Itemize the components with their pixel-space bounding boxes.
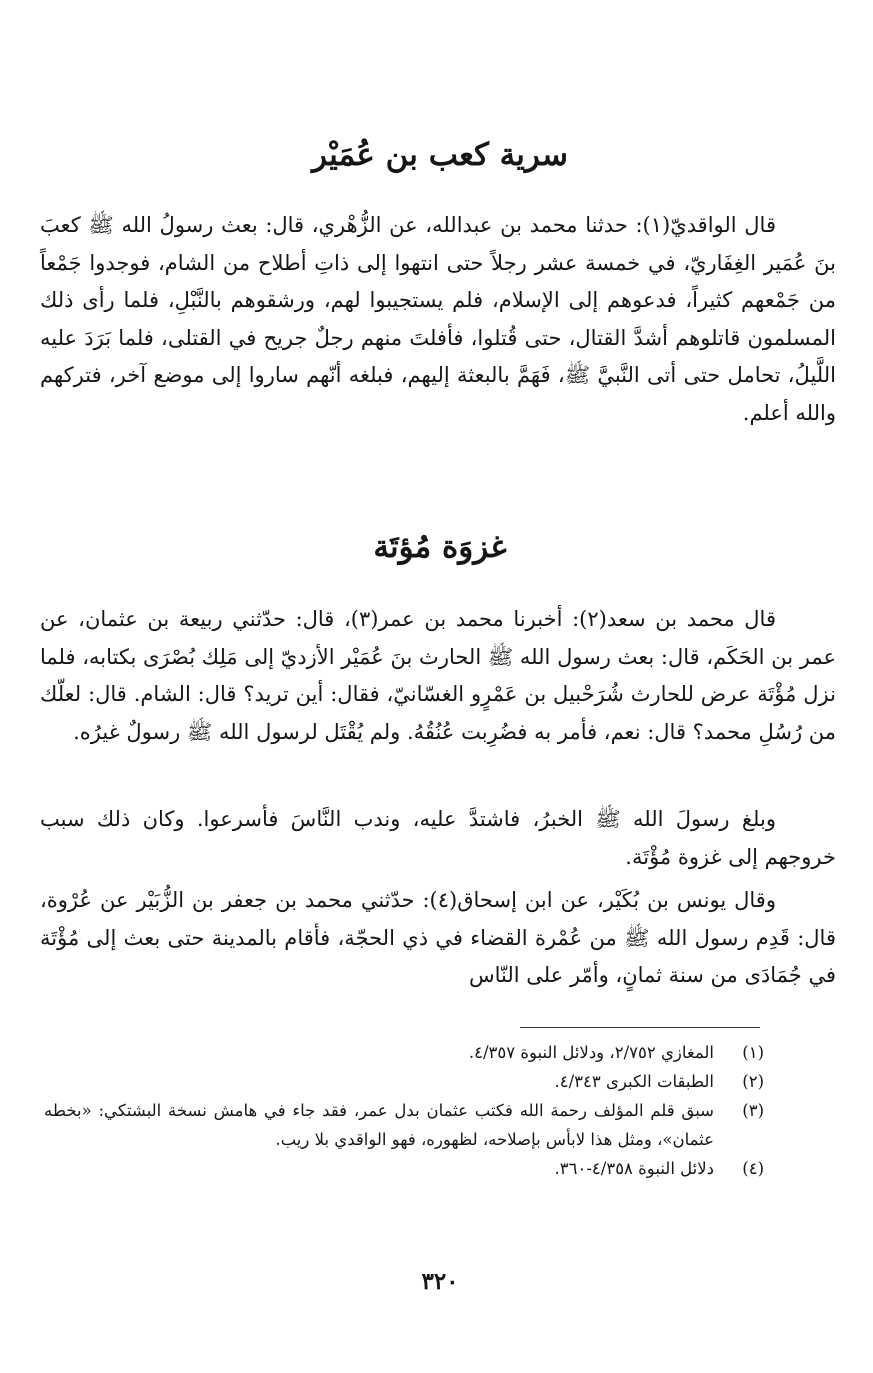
footnotes-list (44, 1038, 764, 1183)
body-paragraph (40, 207, 836, 432)
section-title: غزوَة مُؤتَة (373, 529, 507, 565)
paragraph-text: قال محمد بن سعد(٢): أخبرنا محمد بن عمر(٣)، قال: حدّثني ربيعة بن عثمان، عن عمر بن الحَكَم، قال: بعث رسول الله ﷺ الحارث بنَ عُمَيْر الأزديّ إلى مَلِك بُصْرَى بكتابه، فلما نزل مُؤْتَة عرض للحارث شُرَحْبيل بن عَمْرٍو الغسّانيّ، فقال: أين تريد؟ قال: الشام. قال: لعلّك من رُسُلِ محمد؟ قال: نعم، فأمر به فضُرِبت عُنُقُهُ. ولم يُقْتَل لرسول الله ﷺ رسولٌ غيرُه. (40, 607, 836, 744)
paragraph-text: وبلغ رسولَ الله ﷺ الخبرُ، فاشتدَّ عليه، وندب النَّاسَ فأسرعوا. وكان ذلك سبب خروجهم إلى غزوة مُؤْتَة. (40, 807, 836, 869)
footnote-number: (٢) (742, 1072, 764, 1091)
footnote-number: (٤) (742, 1159, 764, 1178)
footnote-divider (520, 1027, 760, 1028)
page-number: ٣٢٠ (421, 1268, 459, 1295)
body-paragraph (40, 801, 836, 876)
paragraph-text: وقال يونس بن بُكَيْر، عن ابن إسحاق(٤): حدّثني محمد بن جعفر بن الزُّبَيْر عن عُرْوة، قال: قَدِم رسول الله ﷺ من عُمْرة القضاء في ذي الحجّة، فأقام بالمدينة حتى بعث إلى مُؤْتَة في جُمَادَى من سنة ثمانٍ، وأمّر على النّاس (40, 888, 836, 987)
footnote (44, 1096, 764, 1154)
footnote-number: (٣) (742, 1101, 764, 1120)
footnote-text: دلائل النبوة ٤/٣٥٨-٣٦٠. (554, 1159, 714, 1178)
footnote-text: سبق قلم المؤلف رحمة الله فكتب عثمان بدل عمر، فقد جاء في هامش نسخة البشتكي: «بخطه عثمان»، ومثل هذا لابأس بإصلاحه، لظهوره، فهو الواقدي بلا ريب. (44, 1101, 714, 1149)
footnote-text: الطبقات الكبرى ٤/٣٤٣. (554, 1072, 714, 1091)
footnote (44, 1038, 764, 1067)
footnote (44, 1067, 764, 1096)
paragraph-text: قال الواقديّ(١): حدثنا محمد بن عبدالله، عن الزُّهْري، قال: بعث رسولُ الله ﷺ كعبَ بنَ عُمَير الغِفَاريّ، في خمسة عشر رجلاً حتى انتهوا إلى ذاتِ أطلاح من الشام، فوجدوا جَمْعاً من جَمْعهم كثيراً، فدعوهم إلى الإسلام، فلم يستجيبوا لهم، ورشقوهم بالنَّبْلِ، فلما رأى ذلك المسلمون قاتلوهم أشدَّ القتال، حتى قُتلوا، فأفلتَ منهم رجلٌ جريح في القتلى، فلما بَرَدَ عليه اللَّيلُ، تحامل حتى أتى النَّبيَّ ﷺ، فَهَمَّ بالبعثة إليهم، فبلغه أنّهم ساروا إلى موضع آخر، فتركهم والله أعلم. (40, 213, 836, 425)
body-paragraph (40, 601, 836, 751)
footnote-number: (١) (742, 1043, 764, 1062)
footnote (44, 1154, 764, 1183)
section-title: سرية كعب بن عُمَيْر (312, 137, 568, 173)
footnote-text: المغازي ٢/٧٥٢، ودلائل النبوة ٤/٣٥٧. (468, 1043, 714, 1062)
body-paragraph (40, 882, 836, 995)
